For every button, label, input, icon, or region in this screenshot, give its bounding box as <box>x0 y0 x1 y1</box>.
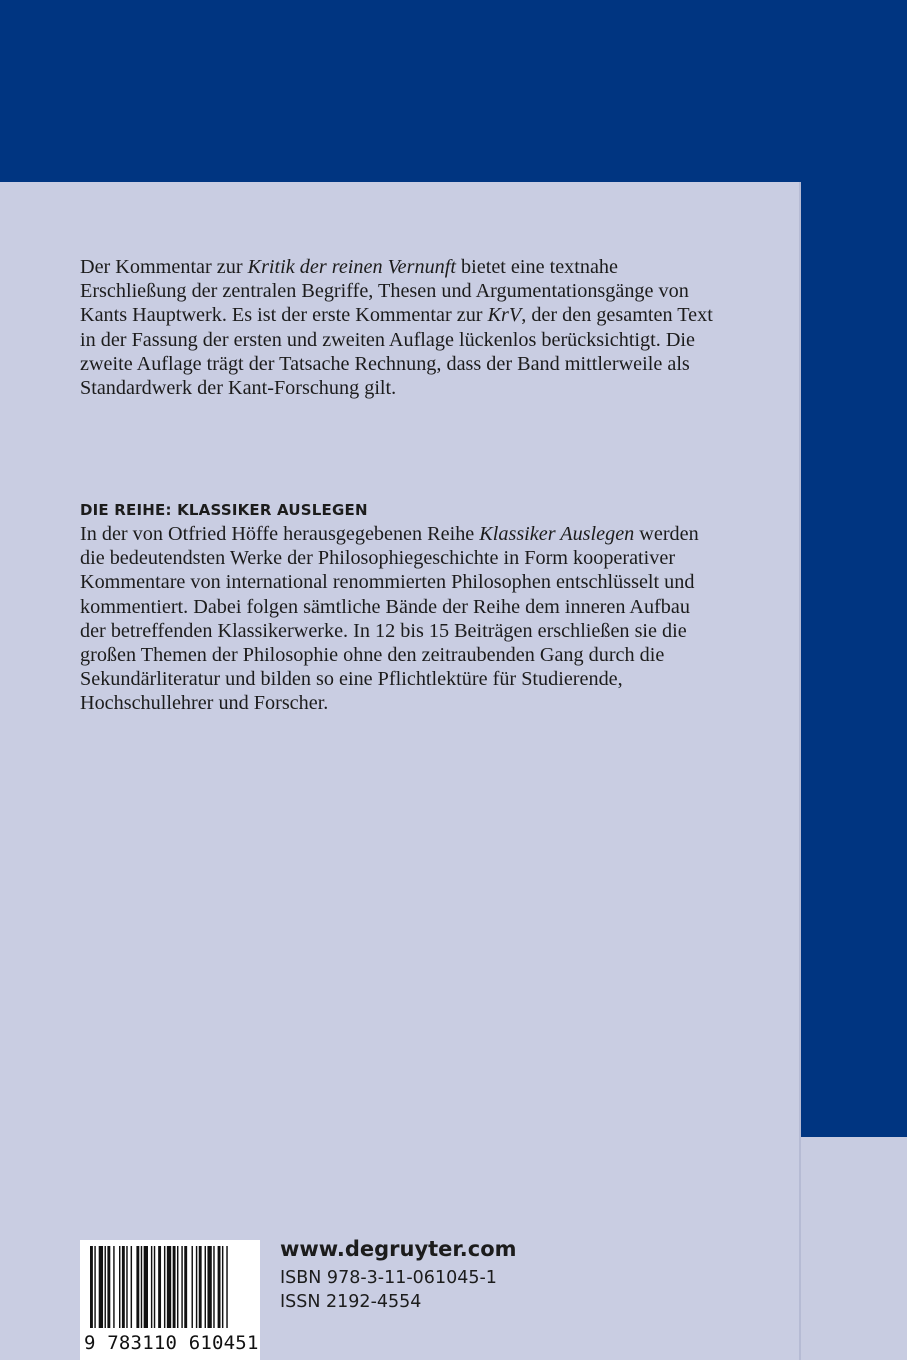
series-title-italic: Klassiker Auslegen <box>479 523 635 545</box>
barcode-bar <box>107 1246 110 1328</box>
barcode-bar <box>205 1246 206 1328</box>
barcode-bar <box>136 1246 139 1328</box>
barcode-bar <box>126 1246 127 1328</box>
barcode-bar <box>105 1246 106 1328</box>
cover-blue-band-top <box>0 0 907 182</box>
barcode-bar <box>154 1246 155 1328</box>
blurb-text <box>80 255 720 400</box>
barcode-bar <box>131 1246 132 1328</box>
panel-edge <box>799 182 801 1360</box>
blurb-part: , der den gesamten Text in der Fassung der ersten und zweiten Auflage lückenlos berücksichtigt. Die zweite Auflage trägt der Tatsache Rechnung, dass der Band mittlerweile als Standardwerk der Kant-Forschung gilt. <box>80 304 713 400</box>
barcode-bars <box>80 1240 260 1332</box>
barcode-bar <box>207 1246 211 1328</box>
barcode-bar <box>173 1246 176 1328</box>
blurb-paragraph <box>80 255 720 400</box>
book-title-italic: Kritik der reinen Vernunft <box>247 256 456 278</box>
barcode-bar <box>90 1246 93 1328</box>
barcode-bar <box>196 1246 197 1328</box>
barcode-bar <box>122 1246 125 1328</box>
series-heading: DIE REIHE: KLASSIKER AUSLEGEN <box>80 501 368 519</box>
barcode-bar <box>99 1246 103 1328</box>
barcode-bar <box>164 1246 165 1328</box>
barcode-bar <box>113 1246 114 1328</box>
blurb-part: Der Kommentar zur <box>80 256 248 278</box>
barcode-bar <box>181 1246 182 1328</box>
barcode-bar <box>192 1246 193 1328</box>
issn-number: ISSN 2192-4554 <box>280 1292 422 1312</box>
series-paragraph <box>80 522 720 716</box>
barcode-bar <box>158 1246 161 1328</box>
barcode <box>80 1240 260 1360</box>
barcode-bar <box>226 1246 227 1328</box>
barcode-bar <box>151 1246 152 1328</box>
barcode-bar <box>144 1246 148 1328</box>
barcode-bar <box>213 1246 214 1328</box>
barcode-bar <box>119 1246 120 1328</box>
abbreviation-italic: KrV <box>487 304 522 327</box>
barcode-bar <box>167 1246 171 1328</box>
cover-corner-light <box>801 1137 907 1360</box>
isbn-number: ISBN 978-3-11-061045-1 <box>280 1268 497 1288</box>
barcode-digits: 9 783110 610451 <box>84 1332 259 1354</box>
series-part: werden die bedeutendsten Werke der Philosophiegeschichte in Form kooperativer Kommentare von international renommierten Philosophen entschlüsselt und kommentiert. Dabei folgen sämtliche Bände der Reihe dem inneren Aufbau der betreffenden Klassikerwerke. In 12 bis 15 Beiträgen erschließen sie die großen Themen der Philosophie ohne den zeitraubenden Gang durch die Sekundärliteratur und bilden so eine Pflichtlektüre für Studierende, Hochschullehrer und Forscher. <box>80 523 699 715</box>
series-section <box>80 498 720 716</box>
barcode-bar <box>199 1246 202 1328</box>
publisher-website: www.degruyter.com <box>280 1237 517 1261</box>
series-part: In der von Otfried Höffe herausgegebenen Reihe <box>80 523 480 545</box>
barcode-bar <box>222 1246 223 1328</box>
barcode-bar <box>141 1246 142 1328</box>
barcode-bar <box>184 1246 187 1328</box>
barcode-bar <box>94 1246 95 1328</box>
barcode-bar <box>218 1246 221 1328</box>
cover-blue-band-right <box>801 0 907 1137</box>
blurb-part: bietet eine textnahe Erschließung der zentralen Begriffe, Thesen und Argumentationsgänge von Kants Hauptwerk. Es ist der erste Kommentar zur <box>80 256 689 327</box>
barcode-bar <box>177 1246 178 1328</box>
